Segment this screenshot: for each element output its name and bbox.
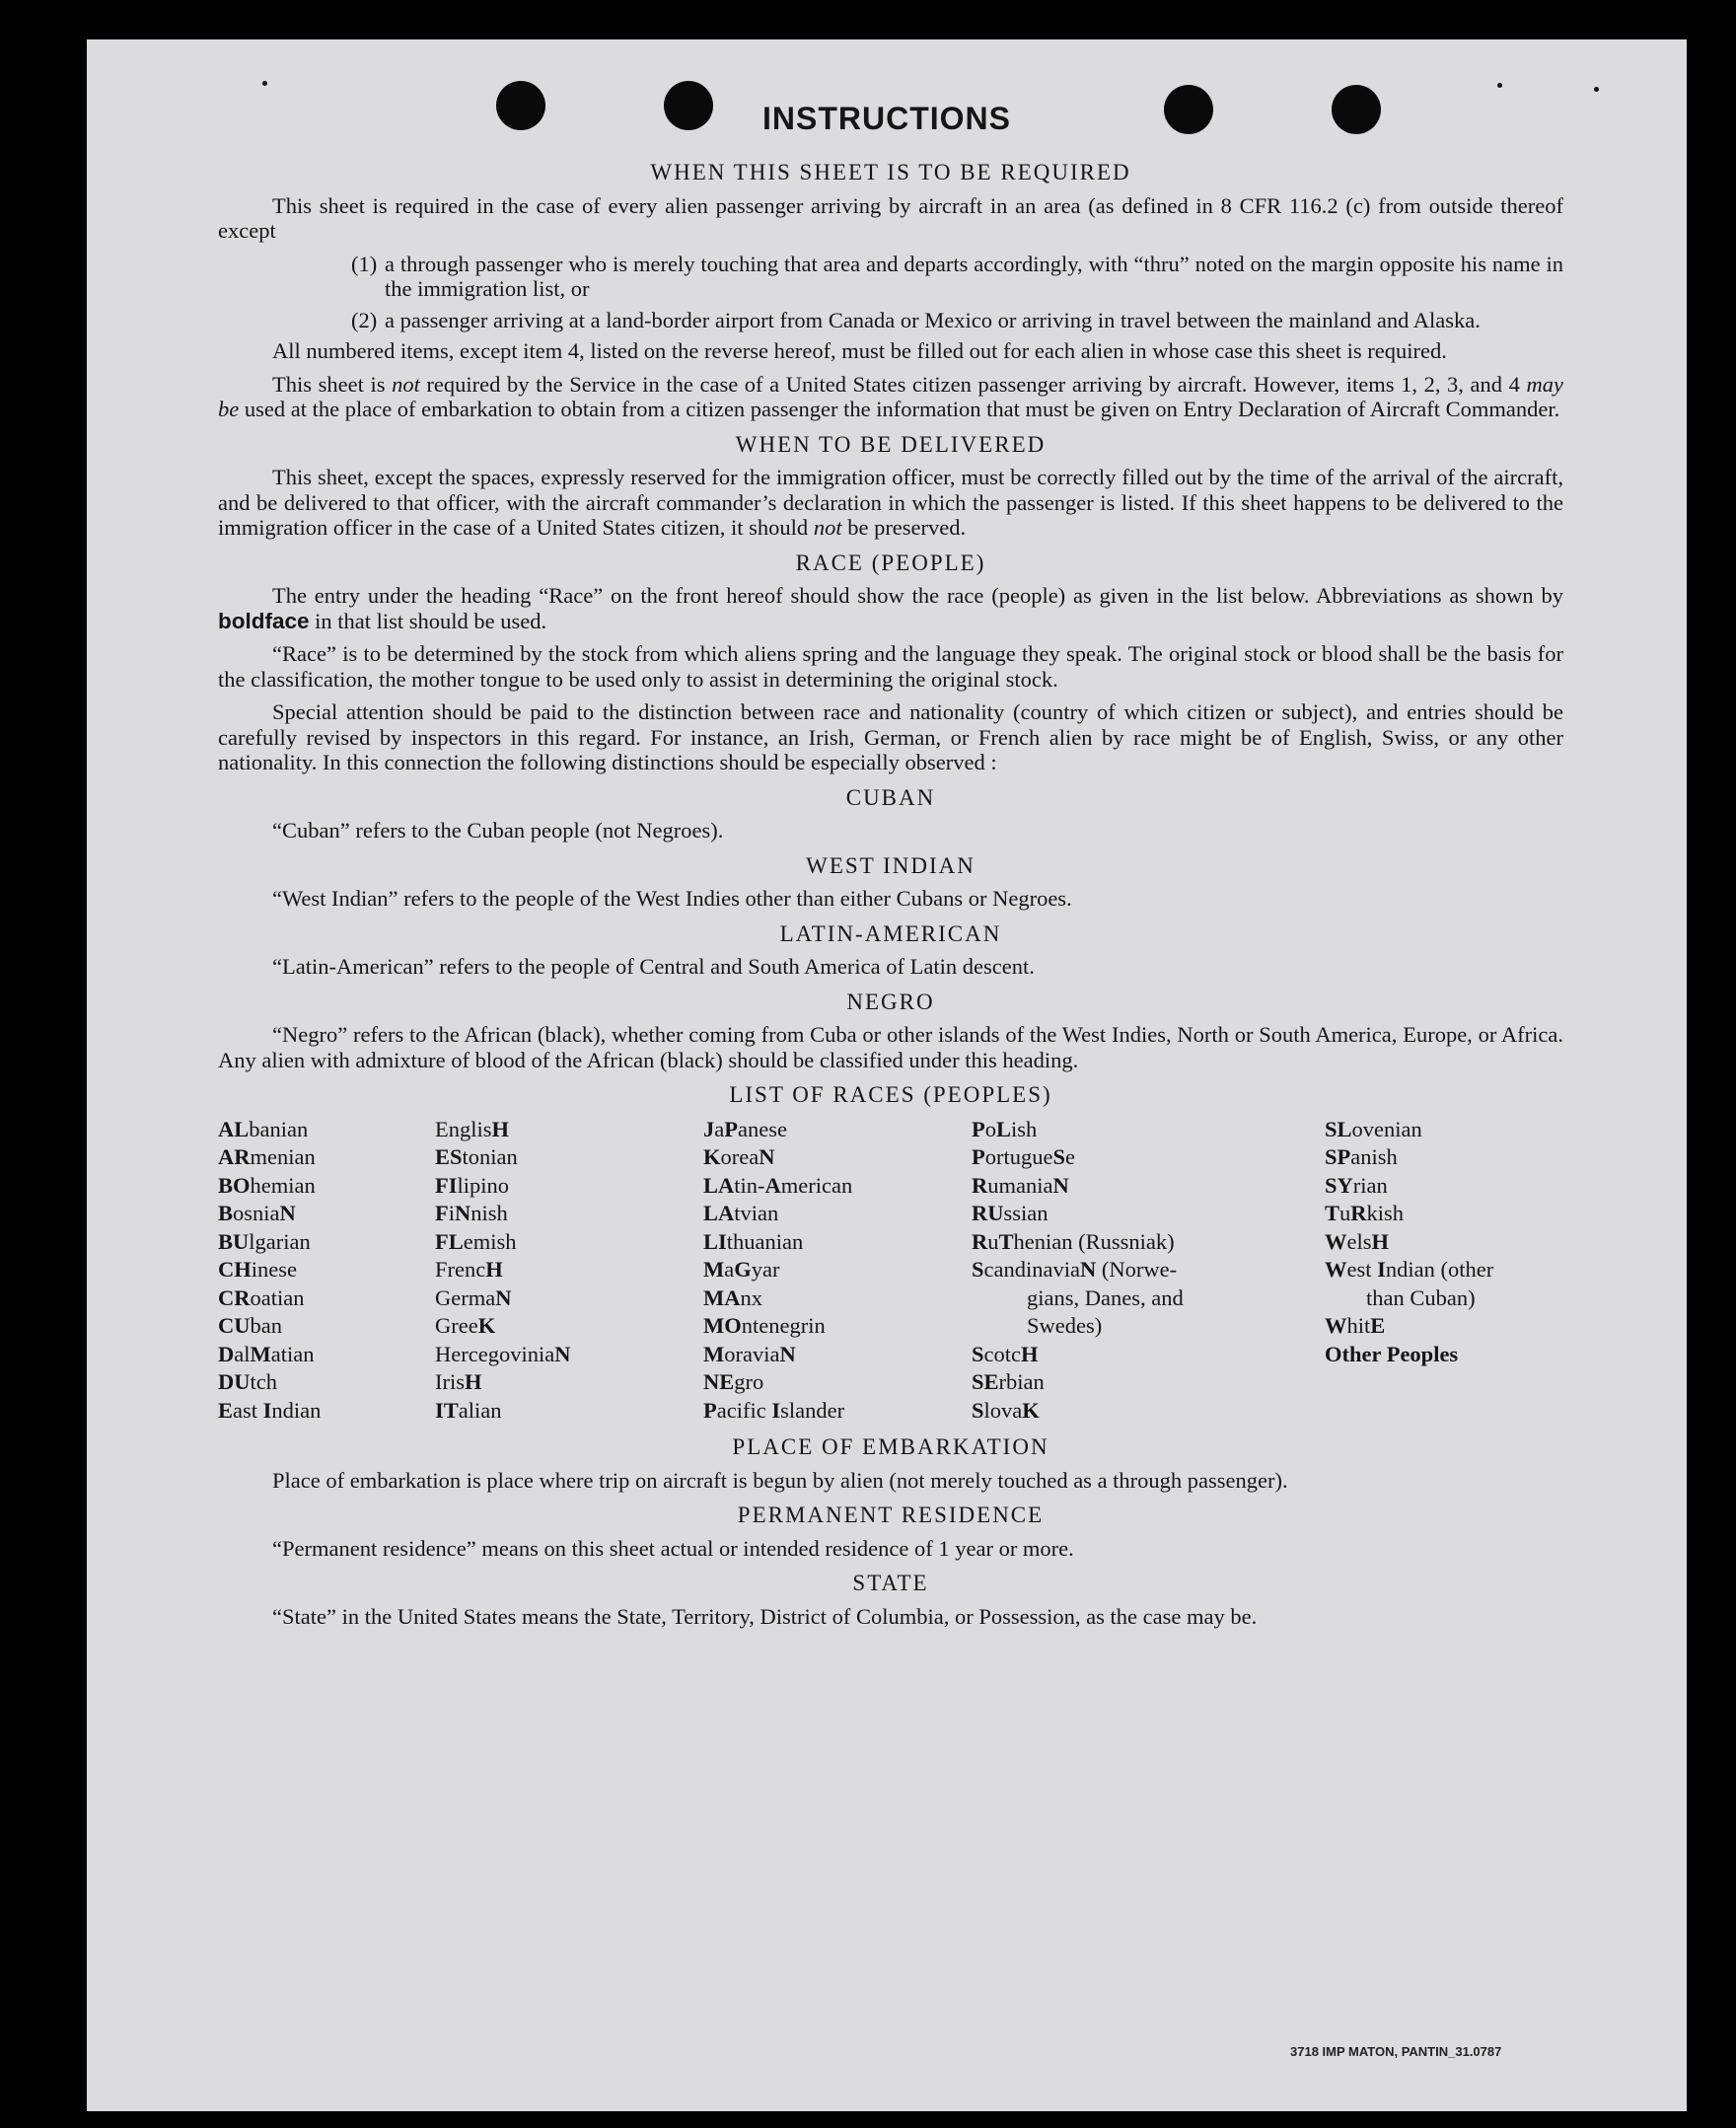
race-entry: LAtin-American: [703, 1172, 853, 1198]
race-entry: ScandinaviaN (Norwe-: [972, 1257, 1178, 1282]
para-race-nationality: Special attention should be paid to the distinction between race and nationality (country of which citizen or subject), and entries should be carefully revised by inspectors in this regard. For instance, an Irish, German, or French alien by race might be of English, Swiss, or any other nationality. In this connection the following distinctions should be especially observed :: [218, 699, 1563, 774]
race-entry: ScotcH: [972, 1341, 1039, 1366]
para-residence: “Permanent residence” means on this sheet actual or intended residence of 1 year or more.: [272, 1535, 1074, 1561]
heading-latin-american: LATIN-AMERICAN: [779, 920, 1002, 946]
document-page: [87, 39, 1687, 2111]
race-entry: RUssian: [972, 1201, 1049, 1225]
page-title: INSTRUCTIONS: [762, 101, 1011, 136]
race-entry: MAnx: [703, 1284, 762, 1310]
races-list: [218, 1116, 1563, 1426]
heading-race: RACE (PEOPLE): [795, 550, 986, 575]
heading-permanent-residence: PERMANENT RESIDENCE: [737, 1503, 1045, 1527]
race-entry: MoraviaN: [703, 1341, 796, 1366]
races-column: [703, 1116, 972, 1426]
race-entry: GermaN: [435, 1284, 512, 1310]
race-entry: GreeK: [435, 1313, 496, 1338]
race-entry: Swedes): [1027, 1313, 1103, 1338]
para-delivered: This sheet, except the spaces, expressly reserved for the immigration officer, must be correctly filled out by the time of the arrival of the aircraft, and be delivered to that officer, with the aircraft commander’s declaration in which the passenger is listed. If this sheet happens to be delivered to the immigration officer in the case of a United States citizen, it should not be preserved.: [218, 465, 1563, 540]
heading-negro: NEGRO: [846, 989, 935, 1014]
para-numbered-items: All numbered items, except item 4, listed on the reverse hereof, must be filled out for each alien in whose case this sheet is required.: [272, 338, 1447, 363]
para-embarkation: Place of embarkation is place where trip on aircraft is begun by alien (not merely touched as a through passenger).: [272, 1467, 1288, 1493]
race-entry: BUlgarian: [218, 1228, 311, 1254]
list-item: [351, 308, 1563, 333]
race-entry: LAtvian: [703, 1201, 779, 1225]
race-entry: WhitE: [1325, 1313, 1386, 1338]
race-entry: LIthuanian: [703, 1228, 804, 1254]
race-entry: SPanish: [1325, 1144, 1398, 1169]
races-column: [972, 1116, 1325, 1426]
item-number: (2): [351, 307, 378, 332]
para-west-indian: “West Indian” refers to the people of the West Indies other than either Cubans or Negroes.: [272, 886, 1072, 911]
speck: [1594, 87, 1599, 92]
race-entry: ITalian: [435, 1397, 502, 1423]
race-entry: CUban: [218, 1313, 282, 1338]
race-entry: BosniaN: [218, 1201, 296, 1225]
heading-when-delivered: WHEN TO BE DELIVERED: [735, 431, 1047, 457]
race-entry: East Indian: [218, 1397, 322, 1423]
race-entry: WelsH: [1325, 1228, 1390, 1254]
race-entry: MOntenegrin: [703, 1313, 826, 1338]
para-race-entry: The entry under the heading “Race” on the front hereof should show the race (people) as given in the list below. Abbreviations as shown by boldface in that list should be used.: [218, 583, 1563, 633]
para-latin-american: “Latin-American” refers to the people of Central and South America of Latin descent.: [272, 954, 1035, 979]
race-entry: FiNnish: [435, 1201, 508, 1225]
race-entry: RuThenian (Russniak): [972, 1228, 1175, 1254]
race-entry: DalMatian: [218, 1341, 315, 1366]
para-cuban: “Cuban” refers to the Cuban people (not Negroes).: [272, 818, 724, 843]
race-entry: BOhemian: [218, 1172, 316, 1198]
races-column: [218, 1116, 435, 1426]
para-state: “State” in the United States means the State, Territory, District of Columbia, or Possession, as the case may be.: [272, 1603, 1258, 1629]
race-entry: PortugueSe: [972, 1144, 1075, 1169]
race-entry: than Cuban): [1366, 1284, 1476, 1310]
race-entry: SLovenian: [1325, 1116, 1422, 1141]
para-citizen: This sheet is not required by the Service in the case of a United States citizen passenger arriving by aircraft. However, items 1, 2, 3, and 4 may be used at the place of embarkation to obtain from a citizen passenger the information that must be given on Entry Declaration of Aircraft Commander.: [218, 371, 1563, 421]
race-entry: JaPanese: [703, 1116, 787, 1141]
race-entry: IrisH: [435, 1369, 482, 1394]
race-entry: TuRkish: [1325, 1201, 1405, 1225]
heading-state: STATE: [852, 1571, 929, 1595]
speck: [262, 81, 267, 86]
heading-embarkation: PLACE OF EMBARKATION: [732, 1434, 1049, 1459]
race-entry: KoreaN: [703, 1144, 775, 1169]
races-column: [1325, 1116, 1563, 1426]
heading-cuban: CUBAN: [845, 784, 936, 810]
race-entry: Other Peoples: [1325, 1341, 1459, 1366]
race-entry: SErbian: [972, 1369, 1045, 1394]
para-required-intro: This sheet is required in the case of every alien passenger arriving by aircraft in an area (as defined in 8 CFR 116.2 (c) from outside thereof except: [218, 192, 1563, 243]
race-entry: PoLish: [972, 1116, 1038, 1141]
race-entry: HercegoviniaN: [435, 1341, 571, 1366]
race-entry: FIlipino: [435, 1172, 510, 1198]
item-text: a through passenger who is merely touching that area and departs accordingly, with “thru” noted on the margin opposite his name in the immigration list, or: [385, 251, 1563, 301]
race-entry: CHinese: [218, 1257, 297, 1282]
instructions-body: [218, 160, 1563, 1637]
heading-when-required: WHEN THIS SHEET IS TO BE REQUIRED: [650, 160, 1131, 184]
race-entry: MaGyar: [703, 1257, 780, 1282]
race-entry: EStonian: [435, 1144, 518, 1169]
race-entry: RumaniaN: [972, 1172, 1069, 1198]
race-entry: FrencH: [435, 1257, 503, 1282]
race-entry: gians, Danes, and: [1027, 1284, 1184, 1310]
race-entry: ARmenian: [218, 1144, 316, 1169]
race-entry: CRoatian: [218, 1284, 305, 1310]
races-column: [435, 1116, 703, 1426]
race-entry: EnglisH: [435, 1116, 510, 1141]
para-race-stock: “Race” is to be determined by the stock from which aliens spring and the language they speak. The original stock or blood shall be the basis for the classification, the mother tongue to be used only to assist in determining the original stock.: [218, 641, 1563, 692]
race-entry: DUtch: [218, 1369, 277, 1394]
race-entry: SlovaK: [972, 1397, 1040, 1423]
race-entry: ALbanian: [218, 1116, 309, 1141]
printer-imprint: 3718 IMP MATON, PANTIN_31.0787: [1290, 2044, 1502, 2059]
race-entry: SYrian: [1325, 1172, 1388, 1198]
race-entry: NEgro: [703, 1369, 764, 1394]
heading-list-of-races: LIST OF RACES (PEOPLES): [729, 1082, 1052, 1107]
race-entry: FLemish: [435, 1228, 517, 1254]
race-entry: Pacific Islander: [703, 1397, 845, 1423]
para-negro: “Negro” refers to the African (black), whether coming from Cuba or other islands of the West Indies, North or South America, Europe, or Africa. Any alien with admixture of blood of the African (black) should be classified under this heading.: [218, 1022, 1563, 1072]
item-text: a passenger arriving at a land-border airport from Canada or Mexico or arriving in travel between the mainland and Alaska.: [385, 307, 1481, 332]
heading-west-indian: WEST INDIAN: [806, 852, 976, 878]
race-entry: West Indian (other: [1325, 1257, 1494, 1282]
list-item: [351, 252, 1563, 302]
speck: [1497, 83, 1502, 88]
item-number: (1): [351, 251, 378, 276]
